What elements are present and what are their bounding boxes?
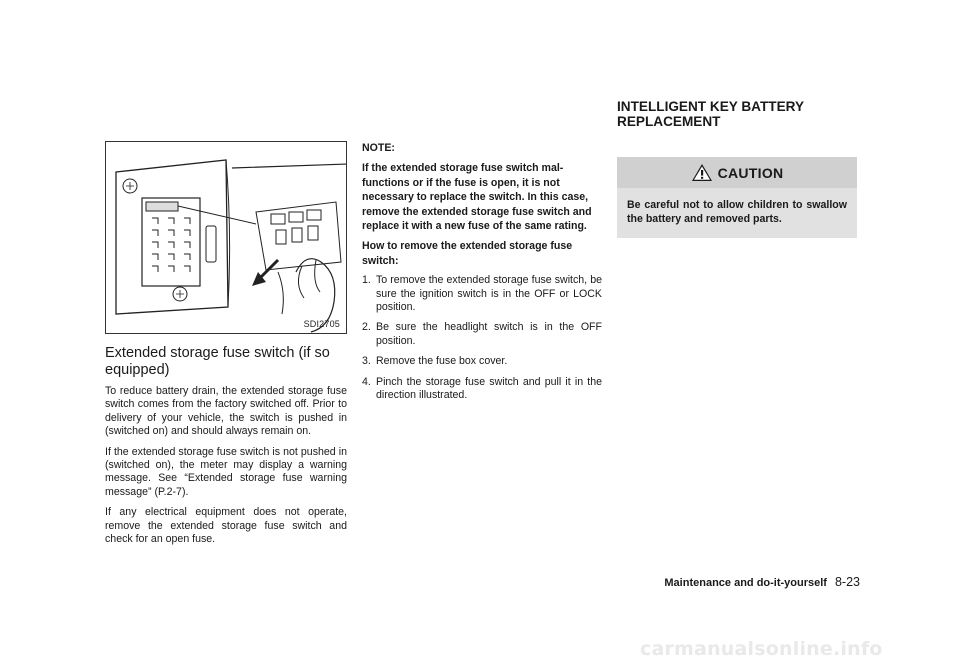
paragraph: If any electrical equipment does not operate, remove the extended storage fuse switch and check for an open fuse. — [105, 506, 347, 546]
site-watermark: carmanualsonline.info — [640, 638, 883, 660]
step-number: 3. — [362, 355, 371, 368]
section-subheading: Extended storage fuse switch (if so equipped) — [105, 345, 330, 378]
steps-list — [362, 274, 602, 402]
paragraph: To reduce battery drain, the extended storage fuse switch comes from the factory switched off. Prior to delivery of your vehicle, the switch is pushed in (switched on) and should always remain on. — [105, 385, 347, 438]
step-text: To remove the extended storage fuse switch, be sure the ignition switch is in the OFF or LOCK position. — [376, 274, 602, 314]
step-number: 2. — [362, 321, 371, 334]
howto-heading: How to remove the extended storage fuse switch: — [362, 240, 573, 267]
fuse-box-illustration — [105, 141, 347, 334]
caution-box — [617, 157, 857, 238]
right-column — [617, 100, 857, 238]
step-number: 4. — [362, 375, 371, 388]
list-item — [362, 355, 602, 368]
note-text: If the extended storage fuse switch mal-functions or if the fuse is open, it is not necessary to replace the switch. In this case, remove the extended storage fuse switch and replace it with a new fuse of the same rating. — [362, 162, 592, 233]
step-text: Pinch the storage fuse switch and pull it in the direction illustrated. — [376, 375, 602, 402]
section-title: INTELLIGENT KEY BATTERY REPLACEMENT — [617, 99, 804, 129]
middle-column — [362, 141, 602, 410]
list-item — [362, 321, 602, 348]
chapter-title: Maintenance and do-it-yourself — [664, 577, 827, 589]
list-item — [362, 274, 602, 314]
left-column — [105, 141, 347, 553]
step-number: 1. — [362, 274, 371, 287]
page-footer — [620, 575, 860, 590]
page-number: 8-23 — [834, 575, 860, 589]
step-text: Be sure the headlight switch is in the OFF position. — [376, 321, 602, 347]
caution-header — [617, 157, 857, 188]
warning-icon — [691, 163, 713, 182]
list-item — [362, 376, 602, 403]
step-text: Remove the fuse box cover. — [376, 355, 508, 368]
caution-title: CAUTION — [717, 164, 784, 181]
figure-code: SDI2705 — [303, 319, 340, 329]
fuse-box-drawing — [106, 142, 347, 334]
paragraph: If the extended storage fuse switch is not pushed in (switched on), the meter may display a warning message. See “Extended storage fuse warning message” (P.2-7). — [105, 445, 347, 498]
caution-text: Be careful not to allow children to swallow the battery and removed parts. — [627, 199, 847, 226]
note-label: NOTE: — [362, 142, 395, 154]
